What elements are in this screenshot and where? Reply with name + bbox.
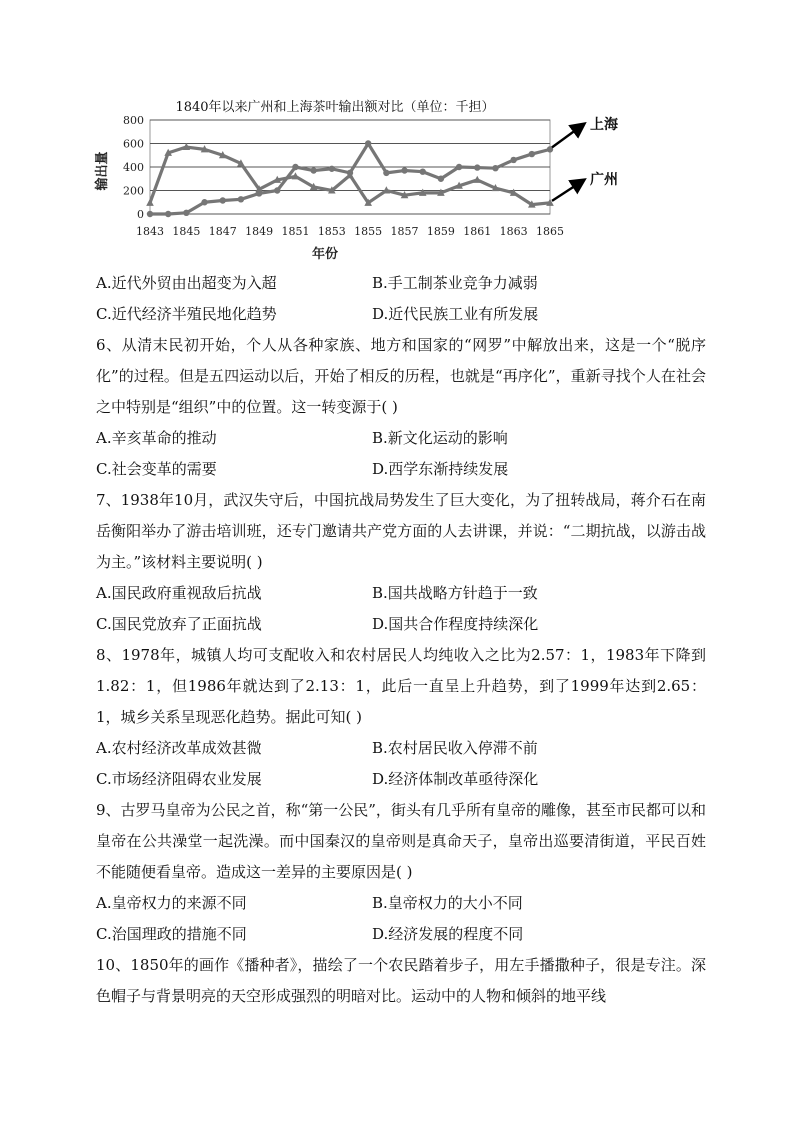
- q6-options-row-2: [96, 454, 706, 485]
- data-point-shanghai: [201, 199, 207, 205]
- y-axis-title: 输出量: [95, 151, 110, 191]
- data-point-shanghai: [310, 167, 316, 173]
- x-tick-label: 1855: [354, 225, 383, 238]
- y-tick-label: 200: [123, 184, 144, 198]
- q6-options-row-1: [96, 423, 706, 454]
- q5-options-row-2: [96, 299, 706, 330]
- q6-option-d[interactable]: D.西学东渐持续发展: [372, 460, 509, 478]
- question-list: [96, 268, 706, 1012]
- q7-options-row-1: [96, 578, 706, 609]
- chart-svg: [95, 92, 660, 264]
- q9-stem: 9、古罗马皇帝为公民之首，称“第一公民”，街头有几乎所有皇帝的雕像，甚至市民都可以和皇帝在公共澡堂一起洗澡。而中国秦汉的皇帝则是真命天子，皇帝出巡要清街道，平民百姓不能随便看皇帝。造成这一差异的主要原因是( ): [96, 801, 706, 881]
- data-point-shanghai: [401, 167, 407, 173]
- q8-option-a[interactable]: A.农村经济改革成效甚微: [96, 739, 262, 757]
- data-point-shanghai: [383, 170, 389, 176]
- data-point-shanghai: [329, 166, 335, 172]
- q5-option-b[interactable]: B.手工制茶业竞争力减弱: [372, 274, 538, 292]
- data-point-shanghai: [274, 187, 280, 193]
- q7-option-a[interactable]: A.国民政府重视敌后抗战: [96, 584, 262, 602]
- series-line-shanghai: [150, 144, 550, 215]
- x-tick-label: 1863: [499, 225, 528, 238]
- q7-option-c[interactable]: C.国民党放弃了正面抗战: [96, 615, 262, 633]
- q8-option-c[interactable]: C.市场经济阻碍农业发展: [96, 770, 262, 788]
- data-point-shanghai: [365, 140, 371, 146]
- guangzhou-callout-arrow: [552, 180, 584, 201]
- q7-stem: 7、1938年10月，武汉失守后，中国抗战局势发生了巨大变化，为了扭转战局，蒋介石在南岳衡阳举办了游击培训班，还专门邀请共产党方面的人去讲课，并说：“二期抗战，以游击战为主。”该材料主要说明( ): [96, 491, 706, 571]
- x-tick-label: 1851: [281, 225, 310, 238]
- q6-option-b[interactable]: B.新文化运动的影响: [372, 429, 508, 447]
- x-tick-label: 1861: [463, 225, 492, 238]
- x-tick-label: 1865: [536, 225, 564, 238]
- q8-option-d[interactable]: D.经济体制改革亟待深化: [372, 770, 539, 788]
- data-point-shanghai: [456, 164, 462, 170]
- y-tick-label: 600: [123, 137, 144, 151]
- y-tick-label: 800: [123, 114, 144, 127]
- x-tick-label: 1847: [208, 225, 237, 238]
- q9-option-b[interactable]: B.皇帝权力的大小不同: [372, 894, 523, 912]
- q6-stem: 6、从清末民初开始，个人从各种家族、地方和国家的“网罗”中解放出来，这是一个“脱序化”的过程。但是五四运动以后，开始了相反的历程，也就是“再序化”，重新寻找个人在社会之中特别是“组织”中的位置。这一转变源于( ): [96, 336, 706, 416]
- shanghai-callout-arrow: [552, 124, 584, 147]
- data-point-shanghai: [420, 169, 426, 175]
- q5-option-c[interactable]: C.近代经济半殖民地化趋势: [96, 305, 277, 323]
- data-point-shanghai: [147, 211, 153, 217]
- q8-option-b[interactable]: B.农村居民收入停滞不前: [372, 739, 538, 757]
- data-point-shanghai: [529, 151, 535, 157]
- q9-option-c[interactable]: C.治国理政的措施不同: [96, 925, 247, 943]
- data-point-shanghai: [292, 164, 298, 170]
- chart-title: 1840年以来广州和上海茶叶输出额对比（单位：千担）: [175, 100, 495, 115]
- data-point-shanghai: [183, 210, 189, 216]
- q6-option-a[interactable]: A.辛亥革命的推动: [96, 429, 217, 447]
- q7-option-b[interactable]: B.国共战略方针趋于一致: [372, 584, 538, 602]
- x-tick-label: 1843: [136, 225, 164, 238]
- x-tick-label: 1857: [390, 225, 419, 238]
- q8-stem: 8、1978年，城镇人均可支配收入和农村居民人均纯收入之比为2.57：1，1983年下降到1.82：1，但1986年就达到了2.13：1，此后一直呈上升趋势，到了1999年达到2.65：1，城乡关系呈现恶化趋势。据此可知( ): [96, 646, 706, 726]
- x-tick-label: 1853: [317, 225, 346, 238]
- data-point-shanghai: [165, 211, 171, 217]
- q7-option-d[interactable]: D.国共合作程度持续深化: [372, 615, 539, 633]
- q5-option-d[interactable]: D.近代民族工业有所发展: [372, 305, 539, 323]
- data-point-shanghai: [220, 197, 226, 203]
- q8-options-row-2: [96, 764, 706, 795]
- y-tick-label: 0: [137, 208, 144, 221]
- data-point-shanghai: [238, 196, 244, 202]
- q5-options-row-1: [96, 268, 706, 299]
- y-tick-label: 400: [123, 161, 144, 174]
- q5-option-a[interactable]: A.近代外贸由出超变为入超: [96, 274, 277, 292]
- q9-options-row-1: [96, 888, 706, 919]
- series-label-guangzhou: 广州: [590, 172, 618, 188]
- q9-option-d[interactable]: D.经济发展的程度不同: [372, 925, 524, 943]
- x-tick-label: 1849: [245, 225, 274, 238]
- q10-stem: 10、1850年的画作《播种者》，描绘了一个农民踏着步子，用左手播撒种子，很是专注。深色帽子与背景明亮的天空形成强烈的明暗对比。运动中的人物和倾斜的地平线: [96, 956, 706, 1005]
- x-tick-label: 1859: [426, 225, 455, 238]
- x-tick-label: 1845: [172, 225, 201, 238]
- q9-options-row-2: [96, 919, 706, 950]
- series-label-shanghai: 上海: [590, 117, 618, 133]
- data-point-shanghai: [438, 176, 444, 182]
- data-point-shanghai: [510, 157, 516, 163]
- data-point-shanghai: [474, 164, 480, 170]
- q8-options-row-1: [96, 733, 706, 764]
- q9-option-a[interactable]: A.皇帝权力的来源不同: [96, 894, 247, 912]
- data-point-shanghai: [492, 165, 498, 171]
- tea-export-chart: [95, 92, 660, 264]
- q7-options-row-2: [96, 609, 706, 640]
- q6-option-c[interactable]: C.社会变革的需要: [96, 460, 217, 478]
- x-axis-title: 年份: [311, 247, 339, 262]
